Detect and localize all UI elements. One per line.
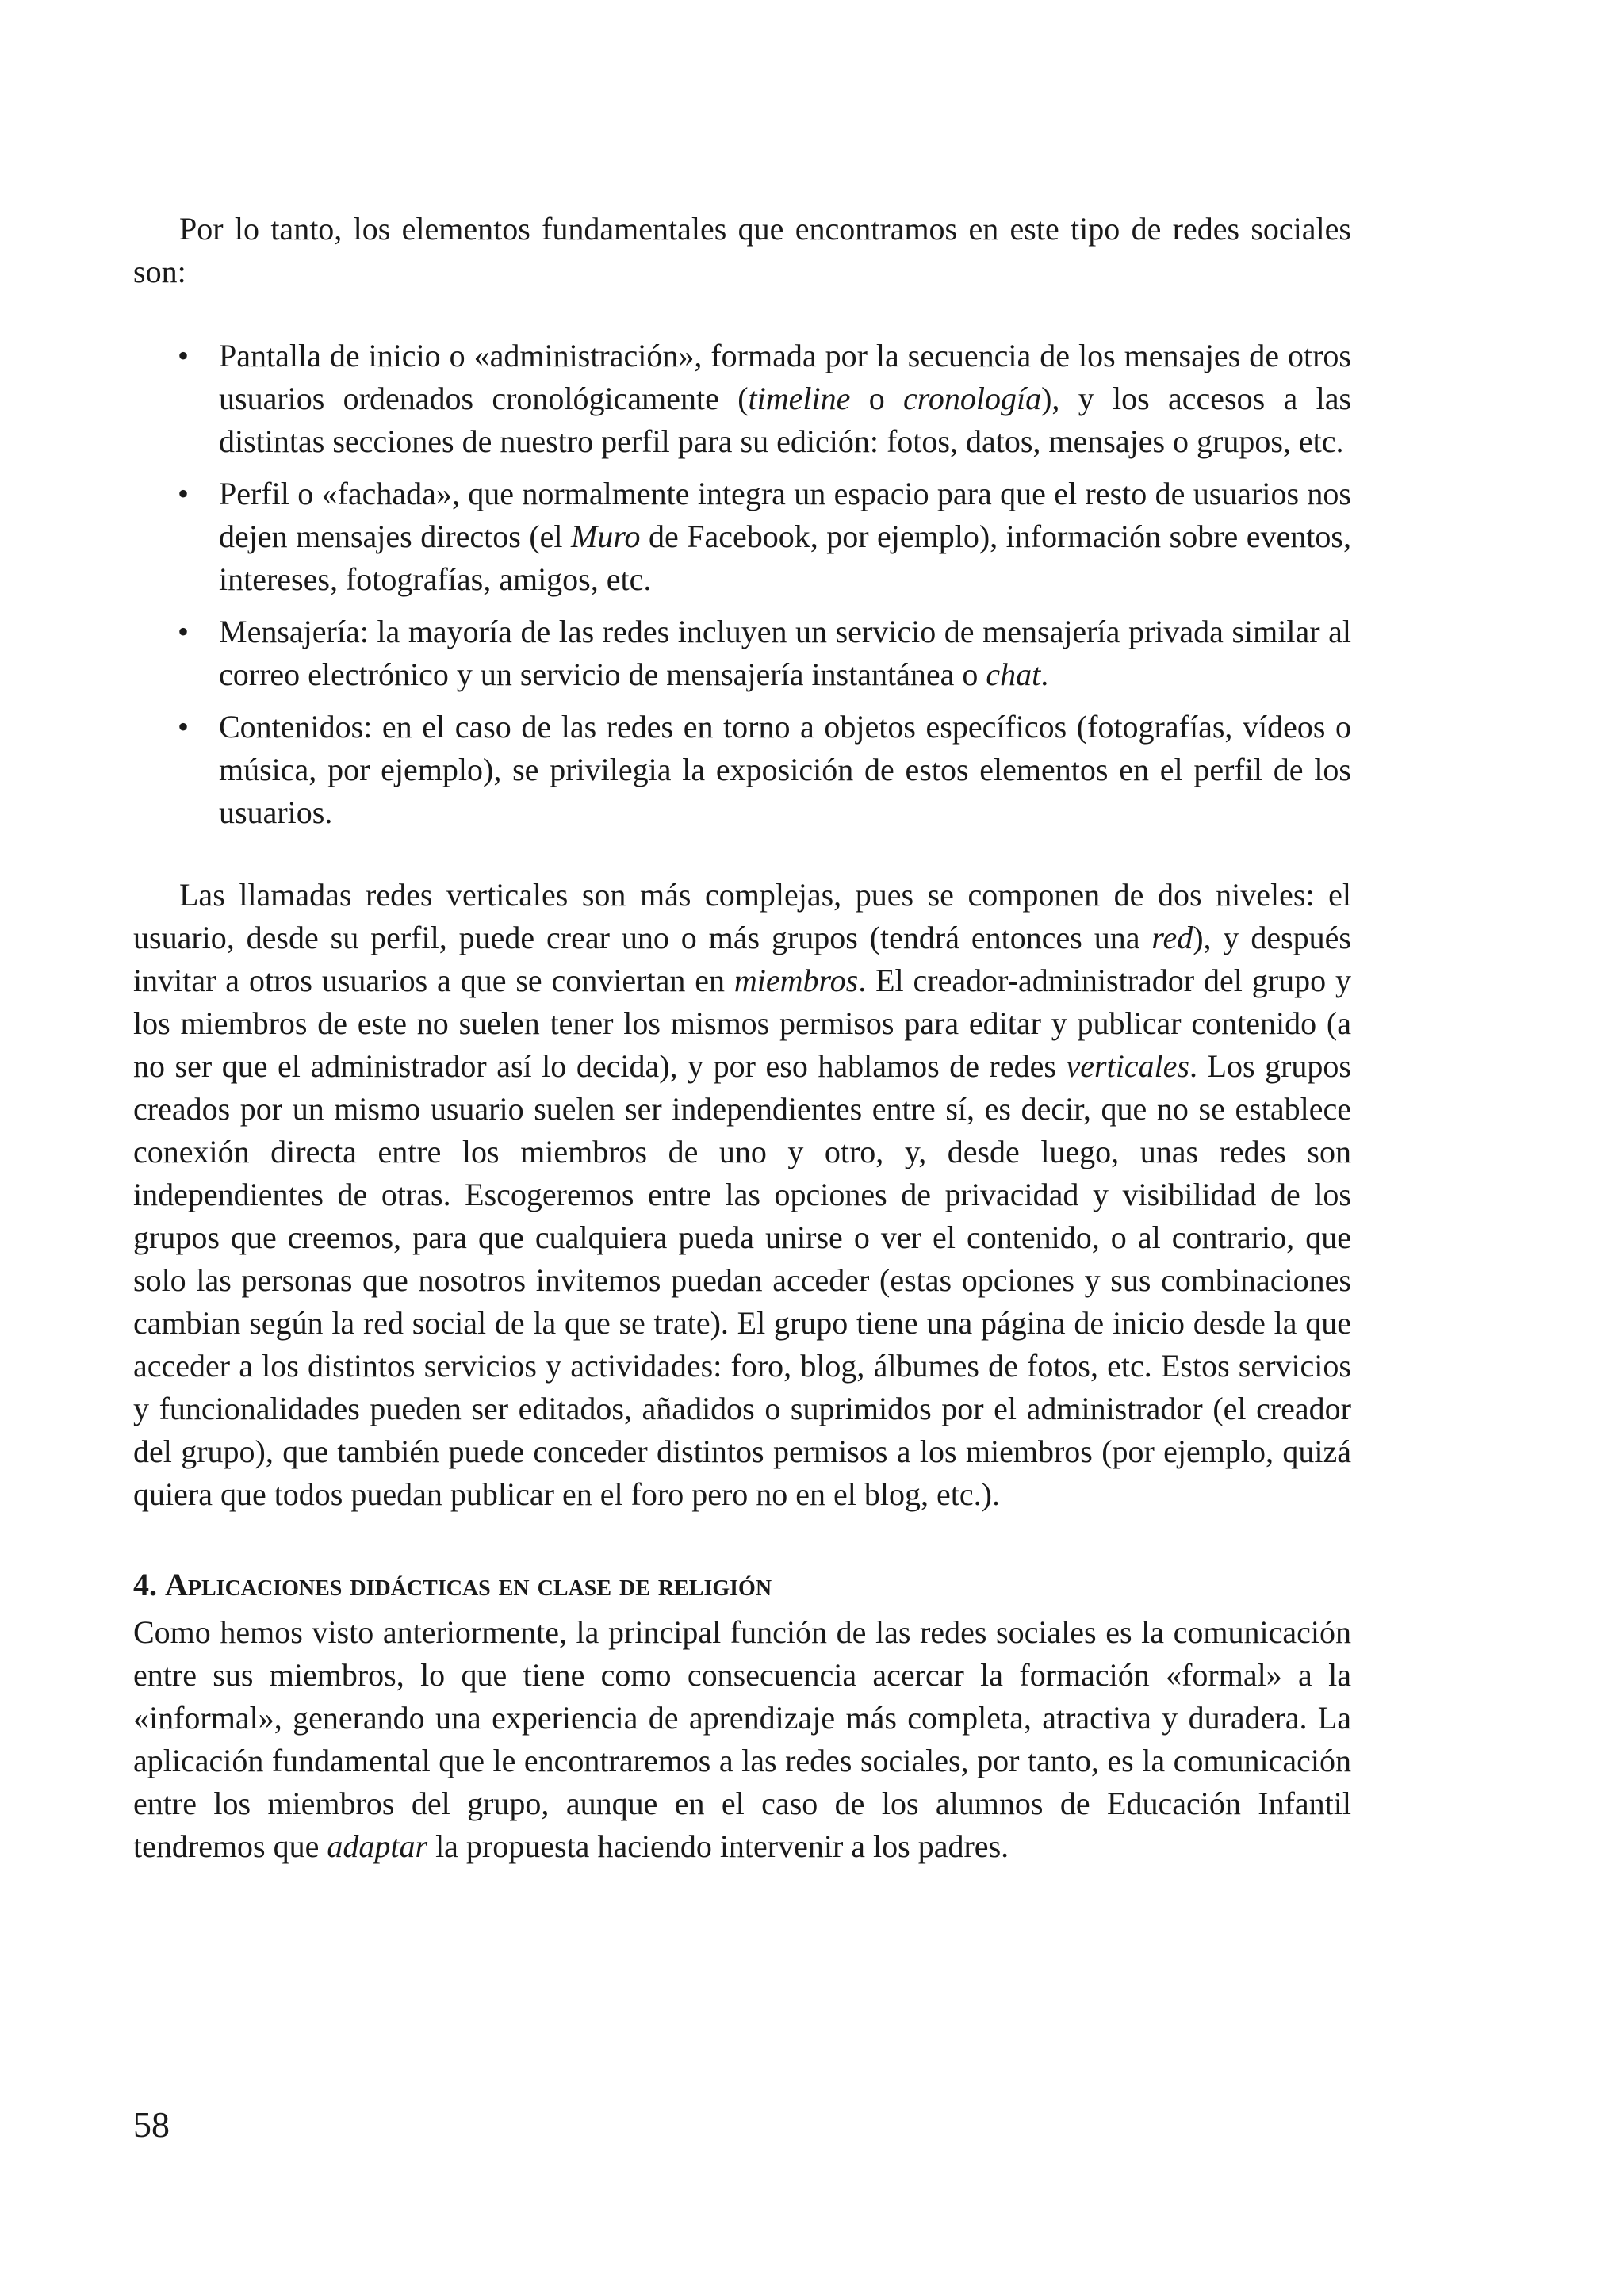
list-item-text: .: [1040, 657, 1049, 692]
italic-term: Muro: [571, 519, 641, 554]
bullet-marker: •: [178, 476, 190, 511]
italic-term: chat: [986, 657, 1041, 692]
section-title: Aplicaciones didácticas en clase de religión: [165, 1567, 772, 1602]
list-item-text: de Facebook, por ejemplo), información sobre eventos, intereses, fotografías, amigos, etc.: [219, 519, 1351, 597]
list-item-text: Pantalla de inicio o «administración», formada por la secuencia de los mensajes de otros usuarios ordenados cronológicamente (: [219, 338, 1351, 416]
list-item-text: o: [850, 381, 904, 416]
italic-term: red: [1151, 920, 1193, 955]
paragraph-text: . Los grupos creados por un mismo usuario suelen ser independientes entre sí, es decir, que no se establece conexión directa entre los miembros de uno y otro, y, desde luego, unas redes son independientes de otras. Escogeremos entre las opciones de privacidad y visibilidad de los grupos que creemos, para que cualquiera pueda unirse o ver el contenido, o al contrario, que solo las personas que nosotros invitemos puedan acceder (estas opciones y sus combinaciones cambian según la red social de la que se trate). El grupo tiene una página de inicio desde la que acceder a los distintos servicios y actividades: foro, blog, álbumes de fotos, etc. Estos servicios y funcionalidades pueden ser editados, añadidos o suprimidos por el administrador (el creador del grupo), que también puede conceder distintos permisos a los miembros (por ejemplo, quizá quiera que todos puedan publicar en el foro pero no en el blog, etc.).: [133, 1048, 1351, 1512]
italic-term: verticales: [1066, 1048, 1189, 1084]
bullet-marker: •: [178, 709, 190, 745]
paragraph-text: . El creador-administrador del grupo y los miembros de este no suelen tener los mismos permisos para editar y publicar contenido (a no ser que el administrador así lo decida), y por eso hablamos de redes: [133, 963, 1351, 1084]
elements-list: [133, 335, 1351, 834]
paragraph-text: ), y después invitar a otros usuarios a que se conviertan en: [133, 920, 1351, 998]
intro-paragraph: Por lo tanto, los elementos fundamentales que encontramos en este tipo de redes sociales son:: [133, 211, 1351, 289]
list-item-mensajeria: [133, 611, 1351, 696]
italic-term: miembros: [733, 963, 859, 998]
didactic-applications-paragraph: [133, 1611, 1351, 1868]
bullet-marker: •: [178, 614, 190, 649]
page-number: 58: [133, 2104, 170, 2145]
italic-term: adaptar: [327, 1828, 428, 1864]
paragraph-text: la propuesta haciendo intervenir a los padres.: [427, 1828, 1009, 1864]
list-item-inicio: [133, 335, 1351, 463]
list-item-text: Perfil o «fachada», que normalmente integra un espacio para que el resto de usuarios nos dejen mensajes directos (el: [219, 476, 1351, 554]
bullet-marker: •: [178, 338, 190, 373]
section-heading: [133, 1564, 1351, 1606]
italic-term: timeline: [748, 381, 851, 416]
italic-term: cronología: [903, 381, 1042, 416]
section-number: 4.: [133, 1567, 157, 1602]
page-body: [133, 208, 1351, 1868]
list-item-text: ), y los accesos a las distintas secciones de nuestro perfil para su edición: fotos, datos, mensajes o grupos, etc.: [219, 381, 1352, 459]
vertical-networks-paragraph: [133, 874, 1351, 1516]
paragraph-text: Como hemos visto anteriormente, la principal función de las redes sociales es la comunicación entre sus miembros, lo que tiene como consecuencia acercar la formación «formal» a la «informal», generando una experiencia de aprendizaje más completa, atractiva y duradera. La aplicación fundamental que le encontraremos a las redes sociales, por tanto, es la comunicación entre los miembros del grupo, aunque en el caso de los alumnos de Educación Infantil tendremos que: [133, 1614, 1351, 1864]
list-item-contenidos: [133, 706, 1351, 834]
list-item-text: Contenidos: en el caso de las redes en torno a objetos específicos (fotografías, vídeos o música, por ejemplo), se privilegia la exposición de estos elementos en el perfil de los usuarios.: [219, 709, 1351, 830]
list-item-perfil: [133, 473, 1351, 601]
list-item-text: Mensajería: la mayoría de las redes incluyen un servicio de mensajería privada similar al correo electrónico y un servicio de mensajería instantánea o: [219, 614, 1351, 692]
paragraph-text: Las llamadas redes verticales son más complejas, pues se componen de dos niveles: el usuario, desde su perfil, puede crear uno o más grupos (tendrá entonces una: [133, 877, 1351, 955]
